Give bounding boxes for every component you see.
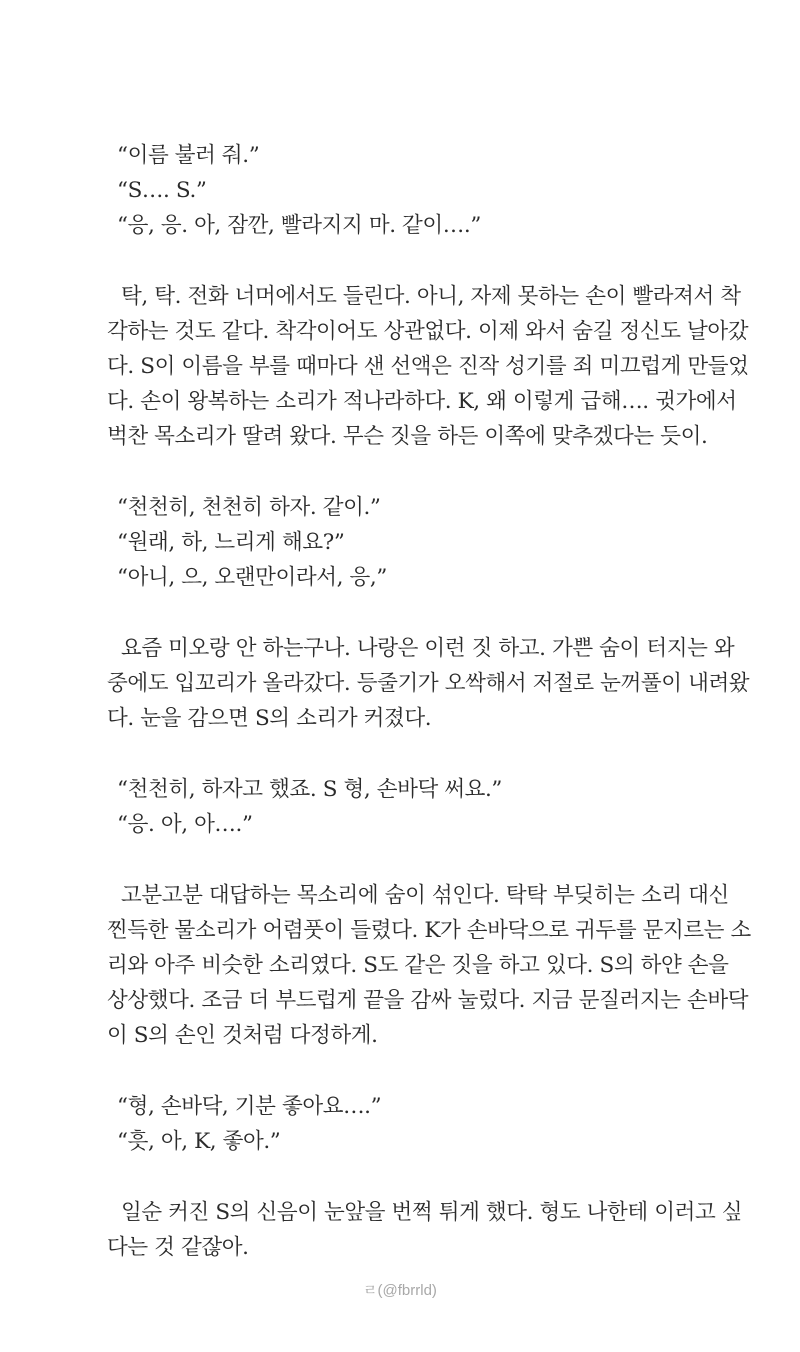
dialogue-line: “응. 아, 아….” [117,812,253,837]
paragraph-gap [107,1159,697,1195]
dialogue-line: “천천히, 천천히 하자. 같이.” [117,495,381,520]
narration-line: 다. 손이 왕복하는 소리가 적나라하다. K, 왜 이렇게 급해…. 귓가에서 [107,389,737,414]
paragraph-gap [107,595,697,631]
dialogue-line: “형, 손바닥, 기분 좋아요….” [117,1094,382,1119]
narration-line: 리와 아주 비슷한 소리였다. S도 같은 짓을 하고 있다. S의 하얀 손을 [107,953,729,978]
narration-line: 상상했다. 조금 더 부드럽게 끝을 감싸 눌렀다. 지금 문질러지는 손바닥 [107,988,749,1013]
narration-line: 고분고분 대답하는 목소리에 숨이 섞인다. 탁탁 부딪히는 소리 대신 [121,883,729,908]
narration-line: 일순 커진 S의 신음이 눈앞을 번쩍 튀게 했다. 형도 나한테 이러고 싶 [121,1200,743,1225]
dialogue-line: “응, 응. 아, 잠깐, 빨라지지 마. 같이….” [117,213,481,238]
paragraph-gap [107,454,697,490]
narration-line: 탁, 탁. 전화 너머에서도 들린다. 아니, 자제 못하는 손이 빨라져서 착 [121,284,741,309]
dialogue-line: “천천히, 하자고 했죠. S 형, 손바닥 써요.” [117,777,503,802]
dialogue-block [107,138,697,243]
paragraph-gap [107,243,697,279]
dialogue-block [107,1089,697,1159]
narration-line: 각하는 것도 같다. 착각이어도 상관없다. 이제 와서 숨길 정신도 날아갔 [107,319,749,344]
narration-line: 벅찬 목소리가 딸려 왔다. 무슨 짓을 하든 이쪽에 맞추겠다는 듯이. [107,424,708,449]
dialogue-line: “아니, 으, 오랜만이라서, 응,” [117,565,387,590]
narration-line: 다. S이 이름을 부를 때마다 샌 선액은 진작 성기를 죄 미끄럽게 만들었 [107,354,749,379]
narration-line: 이 S의 손인 것처럼 다정하게. [107,1023,378,1048]
dialogue-line: “원래, 하, 느리게 해요?” [117,530,345,555]
dialogue-block [107,490,697,595]
story-text [107,138,751,1265]
author-credit: ㄹ(@fbrrld) [363,1282,437,1299]
narration-paragraph [107,631,750,736]
paragraph-gap [107,736,697,772]
dialogue-line: “이름 불러 줘.” [117,143,260,168]
narration-line: 다는 것 같잖아. [107,1235,249,1260]
dialogue-line: “흣, 아, K, 좋아.” [117,1129,281,1154]
narration-paragraph [107,1195,743,1265]
narration-line: 다. 눈을 감으면 S의 소리가 커졌다. [107,706,432,731]
narration-line: 중에도 입꼬리가 올라갔다. 등줄기가 오싹해서 저절로 눈꺼풀이 내려왔 [107,671,750,696]
paragraph-gap [107,1053,697,1089]
narration-paragraph [107,878,751,1053]
narration-line: 찐득한 물소리가 어렴풋이 들렸다. K가 손바닥으로 귀두를 문지르는 소 [107,918,751,943]
paragraph-gap [107,842,697,878]
narration-paragraph [107,279,749,454]
dialogue-line: “S…. S.” [117,178,207,203]
dialogue-block [107,772,697,842]
narration-line: 요즘 미오랑 안 하는구나. 나랑은 이런 짓 하고. 가쁜 숨이 터지는 와 [121,636,735,661]
